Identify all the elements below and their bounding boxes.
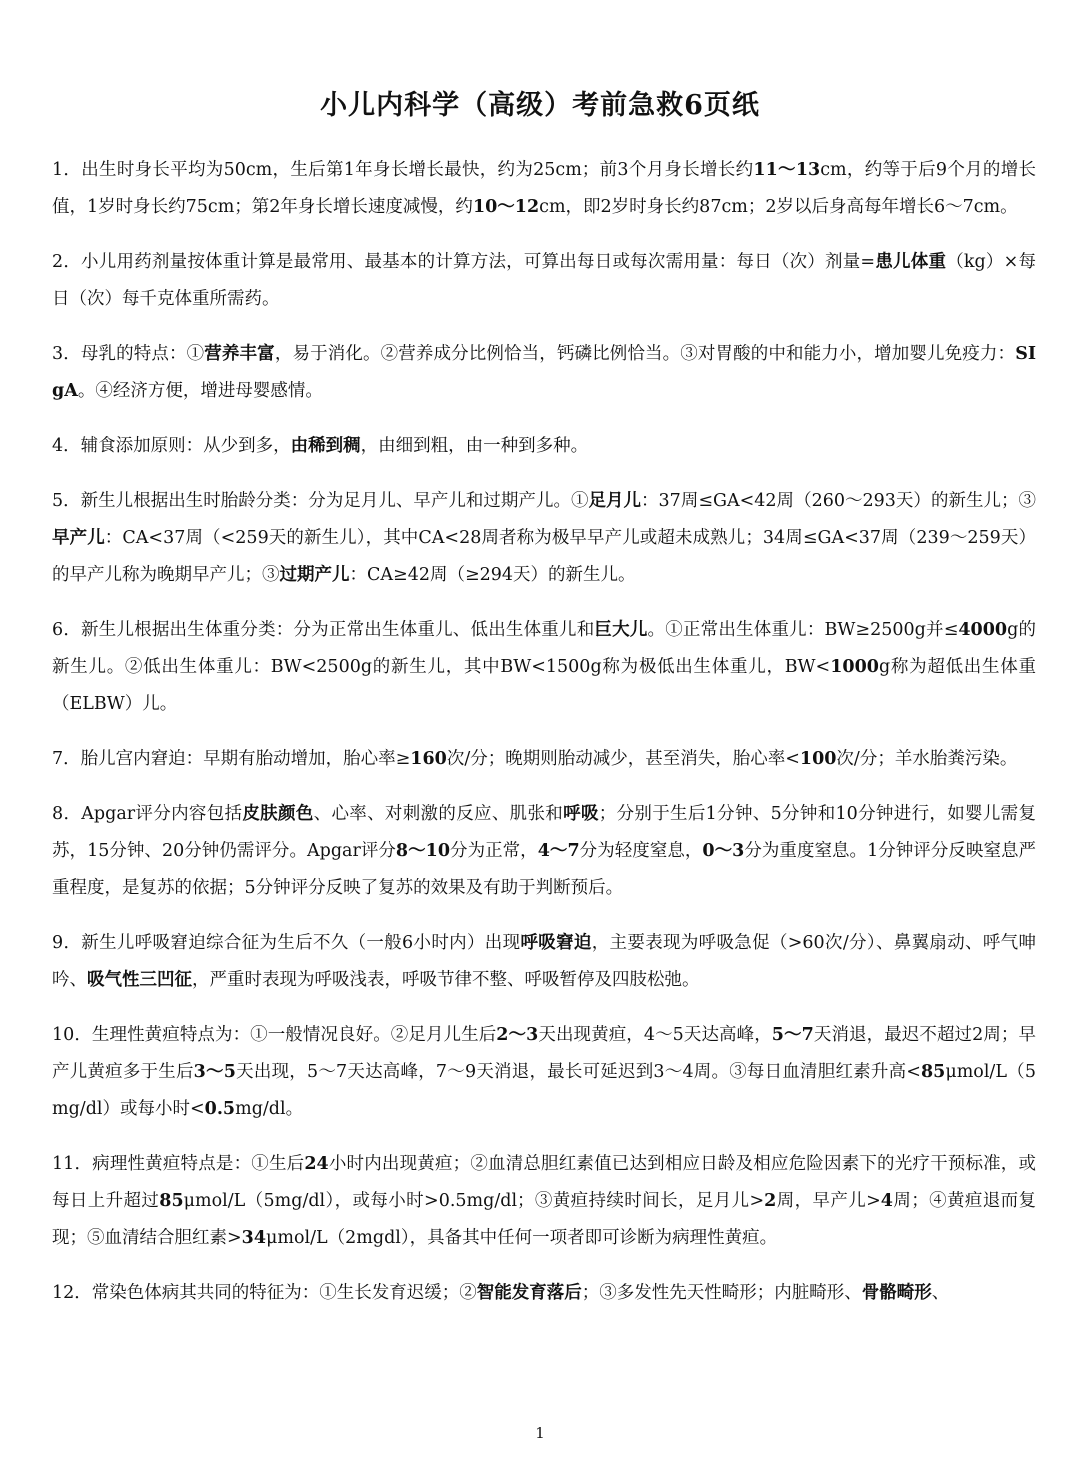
paragraph-text: 分为轻度窒息， (579, 841, 703, 861)
paragraph-text: 分为正常， (450, 841, 538, 861)
paragraph-5 (52, 483, 1036, 594)
emphasis-text: 0.5 (204, 1099, 236, 1119)
paragraph-text: ：CA≥42周（≥294天）的新生儿。 (349, 565, 636, 585)
paragraph-text: ；③多发性先天性畸形；内脏畸形、 (581, 1283, 862, 1303)
emphasis-text: 85 (159, 1191, 184, 1211)
paragraph-text: 10．生理性黄疸特点为：①一般情况良好。②足月儿生后 (52, 1025, 497, 1045)
paragraph-text: 次/分；羊水胎粪污染。 (836, 749, 1018, 769)
paragraph-text: （kg）×每日（次）每千克体重所需药。 (52, 252, 1037, 309)
paragraph-text: 小时内出现黄疸；②血清总胆红素值已达到相应日龄及相应危险因素下的光疗干预标准，或每日上升超过 (52, 1154, 1036, 1211)
emphasis-text: 11～13 (753, 160, 821, 180)
paragraph-text: ：CA<37周（<259天的新生儿），其中CA<28周者称为极早早产儿或超未成熟儿；34周≤GA<37周（239～259天）的早产儿称为晚期早产儿；③ (52, 528, 1037, 585)
paragraph-4 (52, 428, 1036, 465)
paragraph-text: 次/分；晚期则胎动减少，甚至消失，胎心率< (446, 749, 800, 769)
emphasis-text: 2 (764, 1191, 777, 1211)
paragraph-text: 周；④黄疸退而复现；⑤血清结合胆红素> (52, 1191, 1037, 1248)
emphasis-text: 3～5 (193, 1062, 236, 1082)
paragraph-text: 11．病理性黄疸特点是：①生后 (52, 1154, 305, 1174)
emphasis-text: 24 (304, 1154, 329, 1174)
emphasis-text: 5～7 (771, 1025, 814, 1045)
emphasis-text: 呼吸窘迫 (520, 933, 592, 953)
paragraph-text: ；分别于生后1分钟、5分钟和10分钟进行，如婴儿需复苏，15分钟、20分钟仍需评分。Apgar评分 (52, 804, 1036, 861)
paragraph-3 (52, 336, 1036, 410)
paragraph-text: 天出现，5～7天达高峰，7～9天消退，最长可延迟到3～4周。③每日血清胆红素升高< (235, 1062, 921, 1082)
paragraph-6 (52, 612, 1036, 723)
paragraph-8 (52, 796, 1036, 907)
emphasis-text: 100 (799, 749, 837, 769)
emphasis-text: 骨骼畸形 (861, 1283, 932, 1303)
paragraph-text: ，易于消化。②营养成分比例恰当，钙磷比例恰当。③对胃酸的中和能力小，增加婴儿免疫力： (274, 344, 1016, 364)
emphasis-text: 0～3 (702, 841, 745, 861)
paragraph-text: 、 (931, 1283, 950, 1303)
paragraph-text: cm，即2岁时身长约87cm；2岁以后身高每年增长6～7cm。 (539, 197, 1018, 217)
paragraph-12 (52, 1275, 1036, 1312)
emphasis-text: 1000 (830, 657, 879, 677)
emphasis-text: 4～7 (537, 841, 580, 861)
emphasis-text: 吸气性三凹征 (87, 970, 192, 990)
paragraph-text: 天出现黄疸，4～5天达高峰， (538, 1025, 772, 1045)
paragraph-1 (52, 152, 1036, 226)
page-title: 小儿内科学（高级）考前急救6页纸 (320, 90, 760, 121)
paragraph-text: 。①正常出生体重儿：BW≥2500g并≤ (647, 620, 959, 640)
paragraph-text: 、心率、对刺激的反应、肌张和 (313, 804, 564, 824)
paragraph-text: g的新生儿。②低出生体重儿：BW<2500g的新生儿，其中BW<1500g称为极低出生体重儿，BW< (52, 620, 1036, 677)
paragraph-text: 12．常染色体病其共同的特征为：①生长发育迟缓；② (52, 1283, 477, 1303)
paragraph-text: μmol/L（5mg/dl）或每小时< (52, 1062, 1036, 1119)
emphasis-text: 4 (880, 1191, 893, 1211)
paragraph-text: 。④经济方便，增进母婴感情。 (77, 381, 323, 401)
paragraph-text: mg/dl。 (235, 1099, 304, 1119)
emphasis-text: 巨大儿 (594, 620, 648, 640)
page-number: 1 (535, 1424, 545, 1442)
paragraph-text: 3．母乳的特点：① (52, 344, 205, 364)
paragraph-7 (52, 741, 1036, 778)
paragraph-text: 7．胎儿宫内窘迫：早期有胎动增加，胎心率≥ (52, 749, 411, 769)
emphasis-text: 160 (410, 749, 447, 769)
paragraph-text: 1．出生时身长平均为50cm，生后第1年身长增长最快，约为25cm；前3个月身长增长约 (52, 160, 754, 180)
emphasis-text: 由稀到稠 (290, 436, 361, 456)
paragraph-text: 2．小儿用药剂量按体重计算是最常用、最基本的计算方法，可算出每日或每次需用量：每日（次）剂量= (52, 252, 876, 272)
paragraph-9 (52, 925, 1036, 999)
paragraph-text: 9．新生儿呼吸窘迫综合征为生后不久（一般6小时内）出现 (52, 933, 521, 953)
paragraph-text: ，主要表现为呼吸急促（>60次/分）、鼻翼扇动、呼气呻吟、 (52, 933, 1037, 990)
emphasis-text: SIgA (52, 344, 1037, 401)
paragraph-text: ：37周≤GA<42周（260～293天）的新生儿；③ (641, 491, 1036, 511)
paragraph-text: 分为重度窒息。1分钟评分反映窒息严重程度，是复苏的依据；5分钟评分反映了复苏的效果及有助于判断预后。 (52, 841, 1037, 898)
paragraph-text: 天消退，最迟不超过2周；早产儿黄疸多于生后 (52, 1025, 1036, 1082)
paragraph-10 (52, 1017, 1036, 1128)
paragraph-text: ，由细到粗，由一种到多种。 (360, 436, 589, 456)
paragraph-text: cm，约等于后9个月的增长值，1岁时身长约75cm；第2年身长增长速度减慢，约 (52, 160, 1037, 217)
emphasis-text: 过期产儿 (279, 565, 350, 585)
emphasis-text: 4000 (958, 620, 1008, 640)
document-body (52, 152, 1036, 1330)
emphasis-text: 营养丰富 (204, 344, 275, 364)
emphasis-text: 10～12 (472, 197, 540, 217)
paragraph-text: 8．Apgar评分内容包括 (52, 804, 243, 824)
paragraph-text: 6．新生儿根据出生体重分类：分为正常出生体重儿、低出生体重儿和 (52, 620, 595, 640)
emphasis-text: 足月儿 (588, 491, 642, 511)
paragraph-text: μmol/L（2mgdl），具备其中任何一项者即可诊断为病理性黄疸。 (266, 1228, 778, 1248)
paragraph-11 (52, 1146, 1036, 1257)
emphasis-text: 患儿体重 (875, 252, 947, 272)
emphasis-text: 智能发育落后 (476, 1283, 582, 1303)
paragraph-text: g称为超低出生体重（ELBW）儿。 (52, 657, 1036, 714)
emphasis-text: 2～3 (496, 1025, 539, 1045)
paragraph-text: 5．新生儿根据出生时胎龄分类：分为足月儿、早产儿和过期产儿。① (52, 491, 589, 511)
emphasis-text: 早产儿 (52, 528, 105, 548)
emphasis-text: 皮肤颜色 (242, 804, 314, 824)
paragraph-text: 周，早产儿> (776, 1191, 881, 1211)
emphasis-text: 呼吸 (563, 804, 599, 824)
emphasis-text: 85 (920, 1062, 946, 1082)
paragraph-text: 4．辅食添加原则：从少到多， (52, 436, 291, 456)
emphasis-text: 34 (241, 1228, 267, 1248)
emphasis-text: 8～10 (395, 841, 451, 861)
paragraph-2 (52, 244, 1036, 318)
paragraph-text: ，严重时表现为呼吸浅表，呼吸节律不整、呼吸暂停及四肢松弛。 (192, 970, 700, 990)
paragraph-text: μmol/L（5mg/dl），或每小时>0.5mg/dl；③黄疸持续时间长，足月儿> (183, 1191, 765, 1211)
